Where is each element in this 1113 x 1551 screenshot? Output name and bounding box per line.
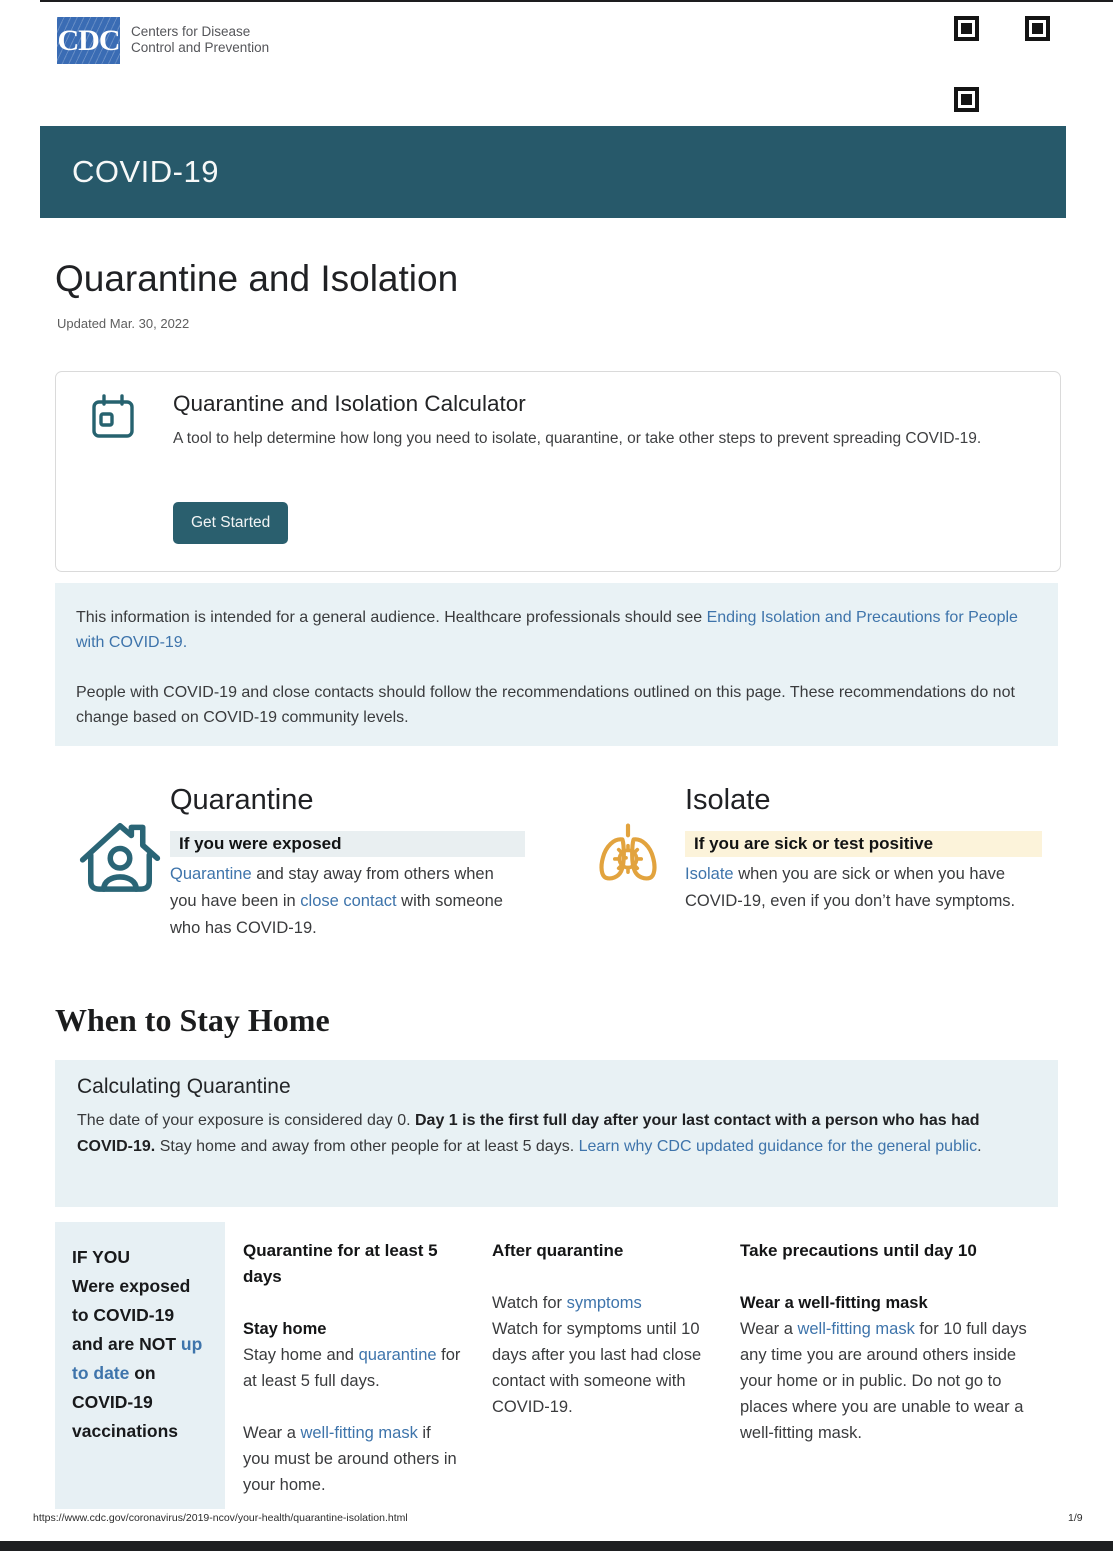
well-fitting-mask-link-1[interactable]: well-fitting mask xyxy=(300,1424,418,1442)
calendar-icon xyxy=(89,393,137,441)
bottom-bar xyxy=(0,1541,1113,1551)
isolate-highlight: If you are sick or test positive xyxy=(685,831,1042,857)
column-precautions-day-10 xyxy=(740,1238,1042,1446)
calc-text-1: The date of your exposure is considered day 0. xyxy=(77,1112,415,1129)
calculating-quarantine-body xyxy=(77,1108,1036,1160)
col1-heading: Quarantine for at least 5 days xyxy=(243,1241,438,1286)
col3-paragraph-1 xyxy=(740,1316,1042,1446)
notice-paragraph-1 xyxy=(76,605,1037,655)
house-person-icon xyxy=(74,816,166,894)
footer-url: https://www.cdc.gov/coronavirus/2019-ncov/your-health/quarantine-isolation.html xyxy=(33,1512,408,1524)
calculating-quarantine-title: Calculating Quarantine xyxy=(77,1075,291,1098)
sidebar-line1: IF YOU xyxy=(72,1247,131,1267)
isolate-body xyxy=(685,861,1061,915)
qr-finder-top-left xyxy=(954,16,979,41)
isolate-text-1: when you are sick or when you have COVID-19, even if you don’t have symptoms. xyxy=(685,865,1016,910)
well-fitting-mask-link-2[interactable]: well-fitting mask xyxy=(797,1320,915,1338)
quarantine-link[interactable]: Quarantine xyxy=(170,865,252,883)
calc-text-bold: Day 1 is the first full day after your last contact with a person who has had COVID-19. xyxy=(77,1112,980,1155)
quarantine-body xyxy=(170,861,512,942)
calc-text-3: . xyxy=(977,1138,982,1155)
isolate-title: Isolate xyxy=(685,784,771,816)
quarantine-link-2[interactable]: quarantine xyxy=(358,1346,437,1364)
qr-code-icon xyxy=(949,11,1055,117)
col3-heading: Take precautions until day 10 xyxy=(740,1241,977,1260)
isolate-link[interactable]: Isolate xyxy=(685,865,734,883)
cdc-logo-text-line1: Centers for Disease xyxy=(131,24,251,39)
updated-guidance-link[interactable]: Learn why CDC updated guidance for the general public xyxy=(578,1138,978,1155)
quarantine-text-2: with someone who has COVID-19. xyxy=(170,892,503,937)
quarantine-title: Quarantine xyxy=(170,784,314,816)
page-number: 1/9 xyxy=(1068,1512,1083,1524)
col2-heading: After quarantine xyxy=(492,1241,624,1260)
col2-paragraph-2: Watch for symptoms until 10 days after you last had close contact with someone with COVID-19. xyxy=(492,1320,702,1416)
banner-title: COVID-19 xyxy=(72,154,219,189)
calculating-quarantine-box xyxy=(55,1060,1058,1207)
column-after-quarantine xyxy=(492,1238,710,1420)
col1-text-2: for at least 5 full days. xyxy=(243,1346,461,1390)
updated-date: Updated Mar. 30, 2022 xyxy=(57,316,190,331)
col3-text-1: Wear a xyxy=(740,1320,798,1338)
calculator-title: Quarantine and Isolation Calculator xyxy=(173,391,526,416)
col1-paragraph-1 xyxy=(243,1342,461,1394)
col3-subheading: Wear a well-fitting mask xyxy=(740,1294,928,1312)
col1-paragraph-2 xyxy=(243,1420,461,1498)
get-started-button[interactable]: Get Started xyxy=(173,502,288,544)
covid-banner xyxy=(40,126,1066,218)
cdc-logo-acronym: CDC xyxy=(57,23,120,57)
col1-text-1: Stay home and xyxy=(243,1346,359,1364)
column-quarantine-5-days xyxy=(243,1238,461,1498)
col2-text-1: Watch for xyxy=(492,1294,567,1312)
ending-isolation-link[interactable]: Ending Isolation and Precautions for People with COVID-19. xyxy=(76,609,1018,651)
when-to-stay-home-heading: When to Stay Home xyxy=(55,1002,330,1038)
symptoms-link[interactable]: symptoms xyxy=(566,1294,642,1312)
col2-paragraph-1 xyxy=(492,1290,710,1316)
quarantine-text-1: and stay away from others when you have been in xyxy=(170,865,494,910)
qr-code-pattern xyxy=(954,16,1050,112)
sidebar-text-2: on COVID-19 vaccinations xyxy=(72,1363,179,1441)
calculator-card xyxy=(55,371,1061,572)
cdc-logo-text xyxy=(131,24,269,56)
notice-box xyxy=(55,583,1058,746)
col1-subheading: Stay home xyxy=(243,1320,327,1338)
col3-text-2: for 10 full days any time you are around others inside your home or in public. Do not go to places where you are unable to wear a well-fitting mask. xyxy=(740,1320,1027,1442)
top-border xyxy=(40,0,1113,2)
col1-text-4: if you must be around others in your home. xyxy=(243,1424,457,1494)
col1-text-3: Wear a xyxy=(243,1424,301,1442)
lungs-virus-icon xyxy=(588,820,668,884)
notice-paragraph-2: People with COVID-19 and close contacts should follow the recommendations outlined on this page. These recommendations do not change based on COVID-19 community levels. xyxy=(76,684,1015,726)
qr-finder-bottom-left xyxy=(954,87,979,112)
notice-text-1: This information is intended for a general audience. Healthcare professionals should see xyxy=(76,609,707,626)
cdc-logo-text-line2: Control and Prevention xyxy=(131,40,270,55)
cdc-logo xyxy=(57,17,120,64)
up-to-date-link[interactable]: up to date xyxy=(72,1334,203,1383)
exposure-sidebar xyxy=(55,1222,225,1509)
sidebar-text-1: Were exposed to COVID-19 and are NOT xyxy=(72,1276,191,1354)
qr-finder-top-right xyxy=(1025,16,1050,41)
quarantine-highlight: If you were exposed xyxy=(170,831,525,857)
calc-text-2: Stay home and away from other people for at least 5 days. xyxy=(155,1138,579,1155)
close-contact-link[interactable]: close contact xyxy=(300,892,397,910)
page-title: Quarantine and Isolation xyxy=(55,258,459,299)
calculator-description: A tool to help determine how long you need to isolate, quarantine, or take other steps to prevent spreading COVID-19. xyxy=(173,430,982,447)
